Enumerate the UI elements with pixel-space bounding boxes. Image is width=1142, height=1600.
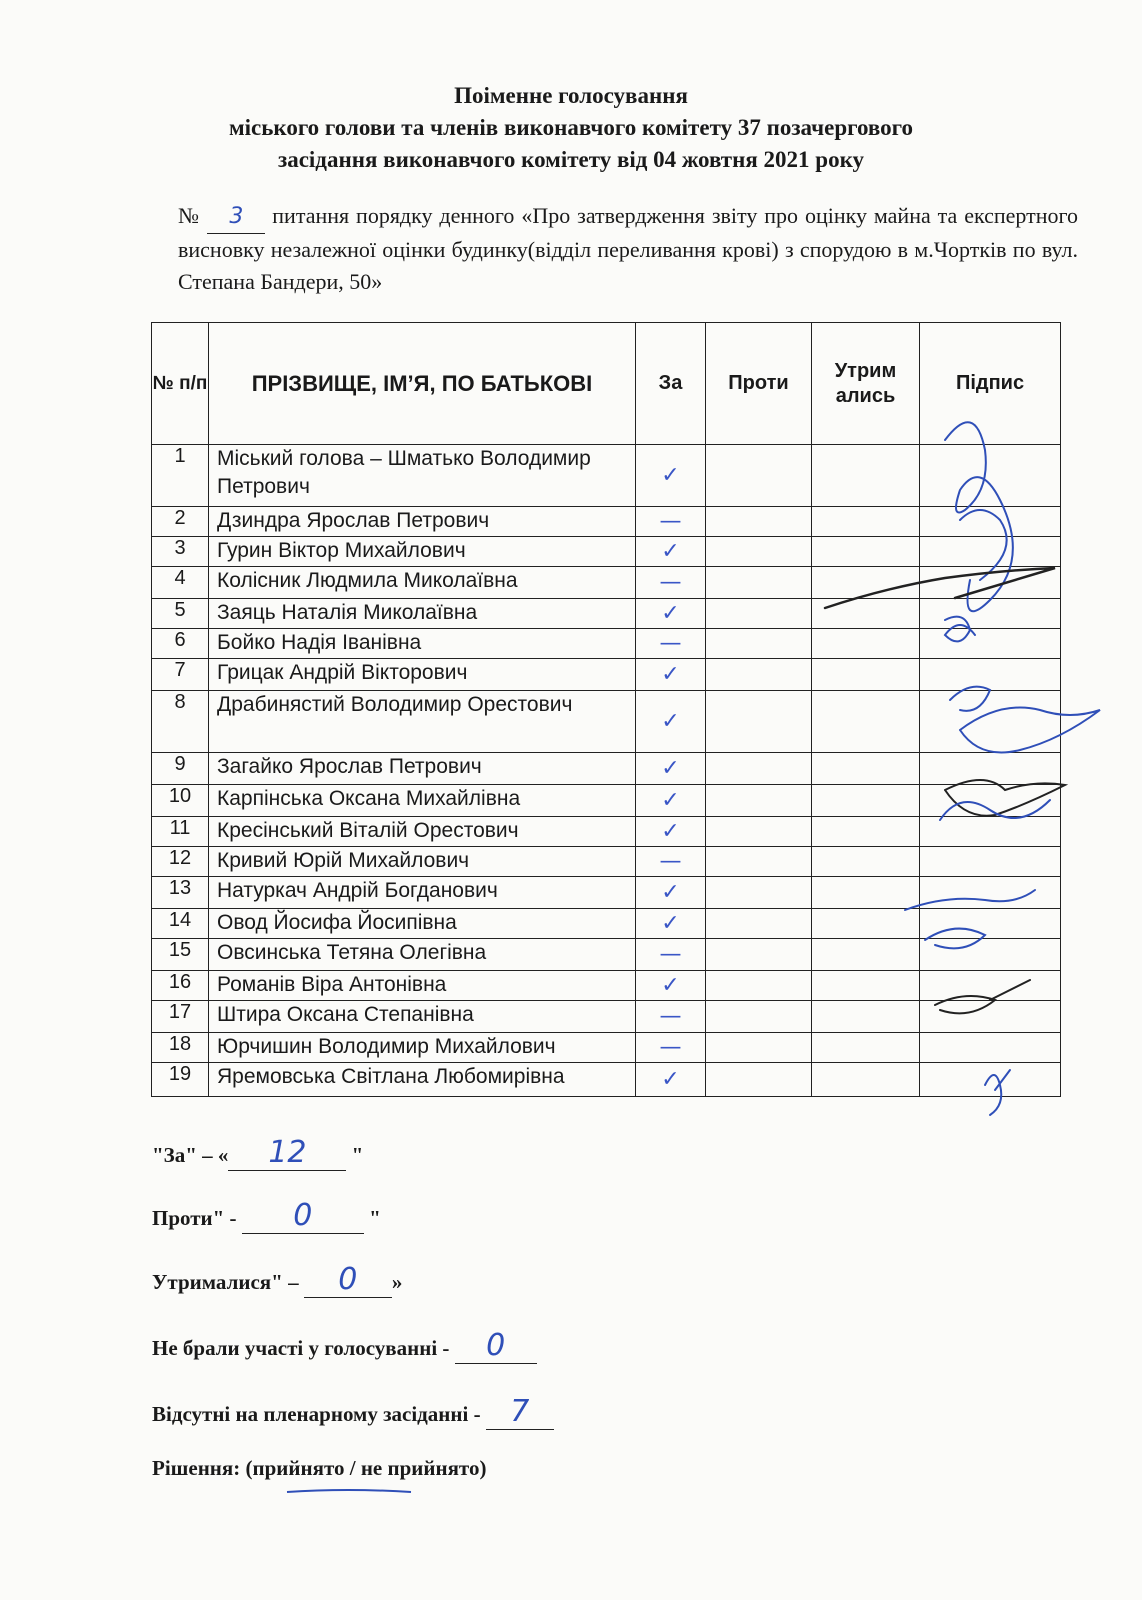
table-row [152, 1033, 1061, 1063]
table-row [152, 445, 1061, 507]
row-signature [920, 1033, 1061, 1063]
table-row [152, 629, 1061, 659]
table-row [152, 537, 1061, 567]
row-za [636, 599, 706, 629]
check-mark-icon: ✓ [661, 756, 680, 781]
row-num: 9 [152, 753, 209, 785]
row-utrym [812, 567, 920, 599]
row-za [636, 691, 706, 753]
row-num: 13 [152, 877, 209, 909]
row-utrym [812, 691, 920, 753]
table-row [152, 1063, 1061, 1097]
row-utrym [812, 1001, 920, 1033]
dash-mark-icon: — [659, 849, 682, 874]
row-num: 10 [152, 785, 209, 817]
agenda-number: 3 [229, 204, 244, 229]
tally-proty-end: " [369, 1206, 381, 1230]
row-proty [706, 877, 812, 909]
dash-mark-icon: — [659, 570, 682, 595]
agenda-text: питання порядку денного «Про затвердження звіту про оцінку майна та експертного висновку незалежної оцінки будинку(відділ переливання крові) з спорудою в м.Чортків по вул. Степана Бандери, 50» [178, 203, 1079, 294]
row-num: 11 [152, 817, 209, 847]
row-utrym [812, 599, 920, 629]
row-proty [706, 847, 812, 877]
row-num: 17 [152, 1001, 209, 1033]
row-signature [920, 939, 1061, 971]
tally-proty-value: 0 [293, 1198, 313, 1233]
row-num: 12 [152, 847, 209, 877]
row-utrym [812, 507, 920, 537]
row-num: 14 [152, 909, 209, 939]
vote-table-body [152, 445, 1061, 1097]
row-signature [920, 1063, 1061, 1097]
row-za [636, 909, 706, 939]
row-num: 8 [152, 691, 209, 753]
row-za [636, 537, 706, 567]
check-mark-icon: ✓ [661, 788, 680, 813]
row-proty [706, 817, 812, 847]
row-signature [920, 753, 1061, 785]
agenda-item [178, 200, 1078, 298]
table-row [152, 877, 1061, 909]
row-num: 4 [152, 567, 209, 599]
row-name: Романів Віра Антонівна [209, 971, 636, 1001]
row-signature [920, 659, 1061, 691]
row-proty [706, 753, 812, 785]
row-num: 16 [152, 971, 209, 1001]
check-mark-icon: ✓ [661, 463, 680, 488]
row-signature [920, 691, 1061, 753]
row-signature [920, 507, 1061, 537]
row-za [636, 785, 706, 817]
table-row [152, 753, 1061, 785]
row-utrym [812, 1033, 920, 1063]
row-name: Штира Оксана Степанівна [209, 1001, 636, 1033]
row-num: 2 [152, 507, 209, 537]
header-num: № п/п [152, 323, 209, 445]
row-signature [920, 847, 1061, 877]
header-proty: Проти [706, 323, 812, 445]
row-name: Гурин Віктор Михайлович [209, 537, 636, 567]
tally-za-value: 12 [268, 1135, 307, 1170]
table-row [152, 599, 1061, 629]
tally-proty-label: Проти" - [152, 1206, 242, 1230]
title-line-3: засідання виконавчого комітету від 04 жовтня 2021 року [277, 147, 865, 172]
row-name: Міський голова – Шматько Володимир Петрович [209, 445, 636, 507]
table-row [152, 817, 1061, 847]
row-signature [920, 629, 1061, 659]
check-mark-icon: ✓ [661, 973, 680, 998]
row-za [636, 659, 706, 691]
row-name: Яремовська Світлана Любомирівна [209, 1063, 636, 1097]
table-row [152, 847, 1061, 877]
row-za [636, 1033, 706, 1063]
table-row [152, 939, 1061, 971]
agenda-prefix: № [178, 203, 201, 228]
tally-vidsutni-label: Відсутні на пленарному засіданні - [152, 1402, 486, 1426]
row-name: Драбинястий Володимир Орестович [209, 691, 636, 753]
row-name: Кресінський Віталій Орестович [209, 817, 636, 847]
header-pidpys: Підпис [920, 323, 1061, 445]
row-name: Овсинська Тетяна Олегівна [209, 939, 636, 971]
row-za [636, 507, 706, 537]
row-name: Овод Йосифа Йосипівна [209, 909, 636, 939]
row-signature [920, 1001, 1061, 1033]
vote-table [151, 322, 1061, 1097]
header-za: За [636, 323, 706, 445]
check-mark-icon: ✓ [661, 601, 680, 626]
row-num: 15 [152, 939, 209, 971]
dash-mark-icon: — [659, 631, 682, 656]
header-utrym: Утрим ались [812, 323, 920, 445]
check-mark-icon: ✓ [661, 1067, 680, 1092]
row-proty [706, 971, 812, 1001]
row-name: Колісник Людмила Миколаївна [209, 567, 636, 599]
table-row [152, 659, 1061, 691]
row-signature [920, 971, 1061, 1001]
row-za [636, 877, 706, 909]
row-signature [920, 785, 1061, 817]
row-name: Загайко Ярослав Петрович [209, 753, 636, 785]
tally-vidsutni-value: 7 [510, 1394, 530, 1429]
row-za [636, 567, 706, 599]
row-utrym [812, 939, 920, 971]
dash-mark-icon: — [659, 1035, 682, 1060]
tally-za-end: " [351, 1143, 364, 1167]
row-proty [706, 599, 812, 629]
row-utrym [812, 909, 920, 939]
tally-proty [152, 1198, 381, 1234]
row-num: 3 [152, 537, 209, 567]
row-name: Юрчишин Володимир Михайлович [209, 1033, 636, 1063]
tally-za-label: "За" – « [152, 1143, 229, 1167]
row-proty [706, 939, 812, 971]
row-za [636, 939, 706, 971]
row-za [636, 817, 706, 847]
row-signature [920, 909, 1061, 939]
row-utrym [812, 847, 920, 877]
dash-mark-icon: — [659, 942, 682, 967]
row-za [636, 971, 706, 1001]
table-row [152, 785, 1061, 817]
row-proty [706, 507, 812, 537]
check-mark-icon: ✓ [661, 819, 680, 844]
row-proty [706, 445, 812, 507]
row-signature [920, 537, 1061, 567]
check-mark-icon: ✓ [661, 539, 680, 564]
row-za [636, 445, 706, 507]
row-utrym [812, 537, 920, 567]
row-num: 18 [152, 1033, 209, 1063]
tally-vidsutni [152, 1394, 554, 1430]
header-name: ПРІЗВИЩЕ, ІМ’Я, ПО БАТЬКОВІ [209, 323, 636, 445]
table-row [152, 507, 1061, 537]
title-line-2: міського голови та членів виконавчого комітету 37 позачергового [228, 115, 914, 140]
tally-rishennia: Рішення: (прийнято / не прийнято) [152, 1456, 487, 1480]
row-proty [706, 629, 812, 659]
row-utrym [812, 659, 920, 691]
row-za [636, 1063, 706, 1097]
table-row [152, 567, 1061, 599]
document-title [0, 80, 1142, 176]
row-proty [706, 691, 812, 753]
row-proty [706, 1033, 812, 1063]
tally-ne-braly [152, 1328, 537, 1364]
dash-mark-icon: — [659, 1004, 682, 1029]
row-name: Заяць Наталія Миколаївна [209, 599, 636, 629]
row-proty [706, 1001, 812, 1033]
row-name: Дзиндра Ярослав Петрович [209, 507, 636, 537]
row-proty [706, 785, 812, 817]
row-utrym [812, 971, 920, 1001]
check-mark-icon: ✓ [661, 880, 680, 905]
row-utrym [812, 877, 920, 909]
row-za [636, 1001, 706, 1033]
tally-za [152, 1135, 363, 1171]
row-num: 1 [152, 445, 209, 507]
row-num: 7 [152, 659, 209, 691]
row-utrym [812, 1063, 920, 1097]
title-line-1: Поіменне голосування [454, 83, 688, 108]
row-name: Натуркач Андрій Богданович [209, 877, 636, 909]
check-mark-icon: ✓ [661, 911, 680, 936]
row-utrym [812, 785, 920, 817]
row-signature [920, 877, 1061, 909]
tally-utrym-value: 0 [338, 1262, 358, 1297]
row-name: Грицак Андрій Вікторович [209, 659, 636, 691]
table-row [152, 909, 1061, 939]
row-num: 19 [152, 1063, 209, 1097]
row-name: Бойко Надія Іванівна [209, 629, 636, 659]
row-utrym [812, 753, 920, 785]
tally-utrym-label: Утрималися" – [152, 1270, 304, 1294]
row-za [636, 847, 706, 877]
row-num: 6 [152, 629, 209, 659]
row-za [636, 629, 706, 659]
row-proty [706, 1063, 812, 1097]
row-name: Карпінська Оксана Михайлівна [209, 785, 636, 817]
tally-ne-braly-label: Не брали участі у голосуванні - [152, 1336, 455, 1360]
check-mark-icon: ✓ [661, 709, 680, 734]
table-row [152, 691, 1061, 753]
row-utrym [812, 629, 920, 659]
check-mark-icon: ✓ [661, 662, 680, 687]
row-proty [706, 909, 812, 939]
row-utrym [812, 817, 920, 847]
tally-utrym-end: » [391, 1270, 403, 1294]
agenda-number-field [207, 200, 265, 234]
tally-ne-braly-value: 0 [486, 1328, 506, 1363]
row-name: Кривий Юрій Михайлович [209, 847, 636, 877]
row-signature [920, 599, 1061, 629]
row-za [636, 753, 706, 785]
row-proty [706, 537, 812, 567]
row-signature [920, 817, 1061, 847]
row-signature [920, 567, 1061, 599]
row-signature [920, 445, 1061, 507]
row-num: 5 [152, 599, 209, 629]
tally-utrym [152, 1262, 402, 1298]
rishennia-underline [285, 1486, 415, 1498]
row-proty [706, 659, 812, 691]
dash-mark-icon: — [659, 509, 682, 534]
row-utrym [812, 445, 920, 507]
table-row [152, 1001, 1061, 1033]
row-proty [706, 567, 812, 599]
table-row [152, 971, 1061, 1001]
